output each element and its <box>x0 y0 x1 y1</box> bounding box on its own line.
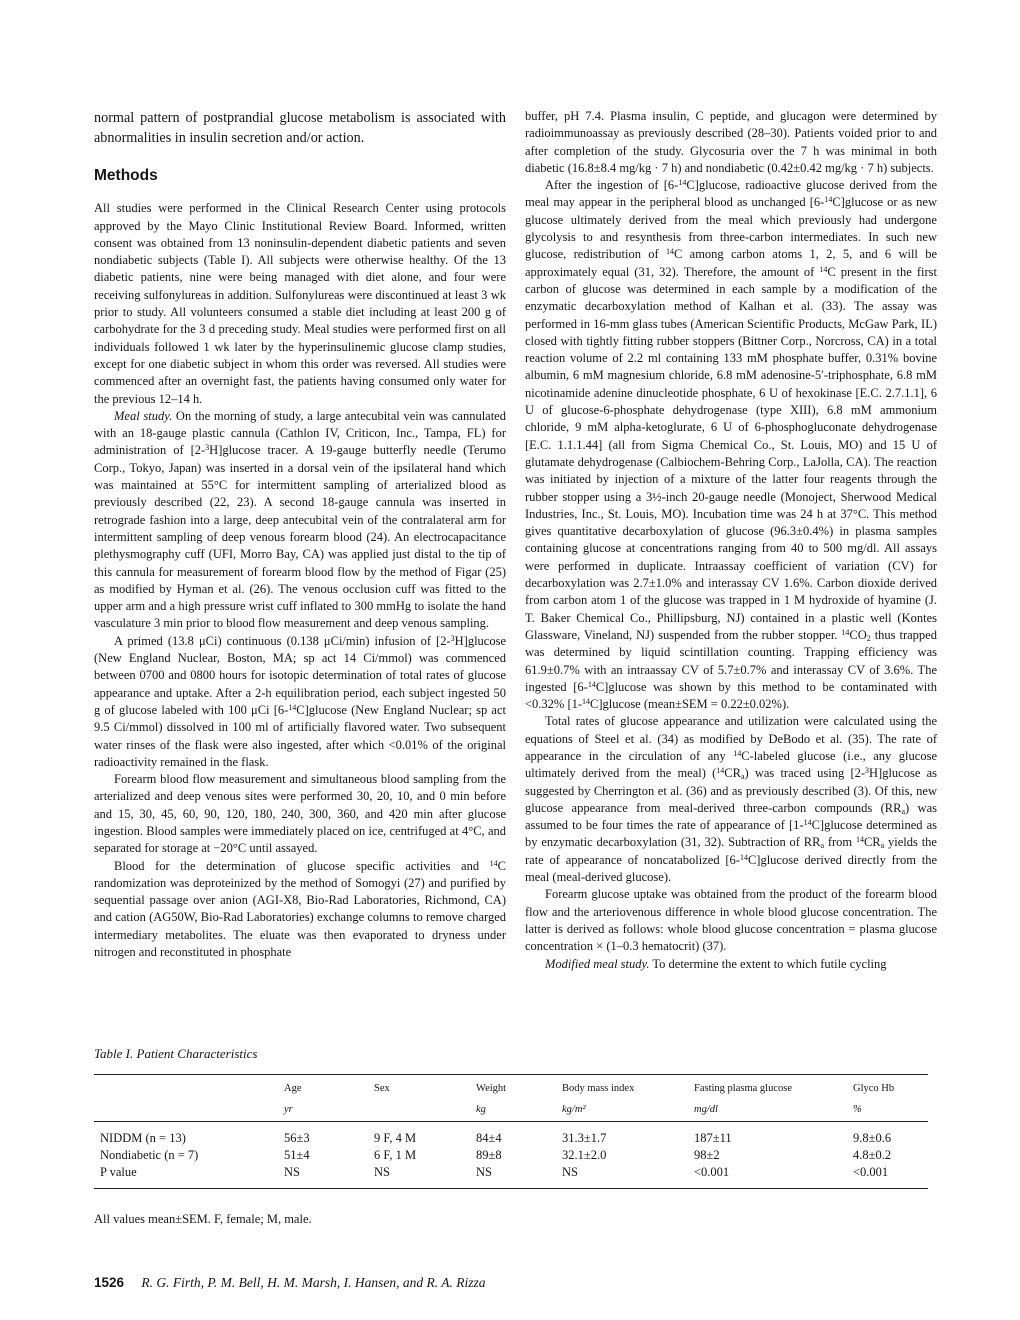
table-unit-cell <box>94 1100 284 1122</box>
table-cell: <0.001 <box>853 1165 889 1179</box>
table-cell: NIDDM (n = 13) <box>100 1131 186 1145</box>
page-number: 1526 <box>94 1275 125 1290</box>
table-header-cell: Age <box>284 1083 302 1094</box>
intro-paragraph: normal pattern of postprandial glucose metabolism is associated with abnormalities in insulin secretion and/or action. <box>94 110 506 146</box>
table-units-row <box>94 1100 928 1122</box>
paragraph: Blood for the determination of glucose specific activities and $^{14}$C randomization was deproteinized by the method of Somogyi (27) and purified by sequential passage over anion (AGI-X8, Bio-Rad Laboratories, Richmond, CA) and cation (AG50W, Bio-Rad Laboratories) exchange columns to remove charged intermediary metabolites. The eluate was then evaporated to dryness under nitrogen and reconstituted in phosphate <box>94 858 506 960</box>
table-caption: Table I. Patient Characteristics <box>94 1046 258 1061</box>
table-cell: NS <box>374 1165 390 1179</box>
table-cell: NS <box>476 1165 492 1179</box>
table-header-cell: Body mass index <box>562 1083 635 1094</box>
table-header-cell: Sex <box>374 1083 390 1094</box>
table-header-cell <box>94 1075 284 1101</box>
paragraph: Modified meal study. To determine the extent to which futile cycling <box>545 956 887 971</box>
table-cell: Nondiabetic (n = 7) <box>100 1148 199 1162</box>
table-row <box>94 1122 928 1148</box>
table-unit-cell: mg/dl <box>694 1100 853 1122</box>
table-cell: 56±3 <box>284 1131 310 1145</box>
table-cell: P value <box>100 1165 137 1179</box>
table-cell: 32.1±2.0 <box>562 1148 607 1162</box>
table-cell: 4.8±0.2 <box>853 1148 892 1162</box>
table-cell: <0.001 <box>694 1165 730 1179</box>
table-header-cell: Weight <box>476 1083 507 1094</box>
paragraph: All studies were performed in the Clinical Research Center using protocols approved by the Mayo Clinic Institutional Review Board. Informed, written consent was obtained from 13 noninsulin-dependent diabetic patients and seven nondiabetic subjects (Table I). All subjects were otherwise healthy. Of the 13 diabetic patients, nine were being managed with diet alone, and four were receiving sulfonylureas in addition. Sulfonylureas were discontinued at least 3 wk prior to study. All volunteers consumed a stable diet including at least 200 g of carbohydrate for the 3 d preceding study. Meal studies were performed first on all individuals followed 1 wk later by the hyperinsulinemic glucose clamp studies, except for one diabetic subject in whom this order was reversed. All studies were commenced after an overnight fast, the patients having consumed only water for the previous 12–14 h. <box>94 201 506 406</box>
patient-characteristics-table <box>94 1074 928 1189</box>
table-unit-cell: % <box>853 1100 928 1122</box>
left-column <box>94 108 506 961</box>
paragraph: Forearm glucose uptake was obtained from the product of the forearm blood flow and the arteriovenous difference in whole blood glucose concentration. The latter is derived as follows: whole blood glucose concentration = plasma glucose concentration × (1–0.3 hematocrit) (37). <box>525 887 937 954</box>
table-unit-cell: yr <box>284 1100 374 1122</box>
table-cell: 9.8±0.6 <box>853 1131 892 1145</box>
section-heading-methods: Methods <box>94 167 158 184</box>
table-cell: 187±11 <box>694 1131 732 1145</box>
table-cell: 89±8 <box>476 1148 502 1162</box>
table-cell: 31.3±1.7 <box>562 1131 607 1145</box>
table-header-cell: Fasting plasma glucose <box>694 1083 792 1094</box>
paragraph: buffer, pH 7.4. Plasma insulin, C peptide, and glucagon were determined by radioimmunoassay as previously described (28–30). Patients voided prior to and after completion of the study. Glycosuria over the 7 h was minimal in both diabetic (16.8±8.4 mg/kg · 7 h) and nondiabetic (0.42±0.42 mg/kg · 7 h) subjects. <box>525 109 937 175</box>
table-row <box>94 1147 928 1164</box>
table-unit-cell: kg/m² <box>562 1100 694 1122</box>
paragraph: Forearm blood flow measurement and simultaneous blood sampling from the arterialized and deep venous sites were performed 30, 20, 10, and 0 min before and 15, 30, 45, 60, 90, 120, 180, 240, 300, 360, and 420 min after glucose ingestion. Blood samples were immediately placed on ice, centrifuged at 4°C, and separated for storage at −20°C until assayed. <box>94 772 506 856</box>
table-cell: 6 F, 1 M <box>374 1148 417 1162</box>
table-unit-cell <box>374 1100 476 1122</box>
run-in-title: Meal study. <box>114 408 173 423</box>
table-cell: NS <box>284 1165 300 1179</box>
running-authors: R. G. Firth, P. M. Bell, H. M. Marsh, I. Hansen, and R. A. Rizza <box>141 1275 486 1290</box>
paragraph: A primed (13.8 μCi) continuous (0.138 μCi/min) infusion of [2-$^3$H]glucose (New England Nuclear, Boston, MA; sp act 14 Ci/mmol) was commenced between 0700 and 0800 hours for isotopic determination of total rates of glucose appearance and uptake. After a 2-h equilibration period, each subject ingested 50 g of glucose labeled with 100 μCi [6-$^{14}$C]glucose (New England Nuclear; sp act 9.5 Ci/mmol) dissolved in 100 ml of artificially flavored water. Two subsequent water rinses of the flask were also ingested, after which <0.01% of the original radioactivity remained in the flask. <box>94 633 506 769</box>
run-in-title: Modified meal study. <box>545 956 650 971</box>
right-column <box>525 108 937 973</box>
table-cell: 51±4 <box>284 1148 310 1162</box>
table-cell: NS <box>562 1165 578 1179</box>
table-header-row <box>94 1075 928 1101</box>
page-footer <box>94 1275 486 1291</box>
table-row <box>94 1164 928 1189</box>
table-cell: 84±4 <box>476 1131 502 1145</box>
table-header-cell: Glyco Hb <box>853 1083 895 1094</box>
paragraph: Meal study. On the morning of study, a large antecubital vein was cannulated with an 18-gauge plastic cannula (Cathlon IV, Criticon, Inc., Tampa, FL) for administration of [2-$^3$H]glucose tracer. A 19-gauge butterfly needle (Terumo Corp., Tokyo, Japan) was inserted in a dorsal vein of the ipsilateral hand which was maintained at 55°C for intermittent sampling of arterialized blood as previously described (22, 23). A second 18-gauge cannula was inserted in retrograde fashion into a large, deep antecubital vein of the contralateral arm for intermittent sampling of deep venous forearm blood (24). An electrocapacitance plethysmography cuff (UFI, Morro Bay, CA) was applied just distal to the tip of this cannula for measurement of forearm blood flow by the method of Figar (25) as modified by Hyman et al. (26). The venous occlusion cuff was fitted to the upper arm and a high pressure wrist cuff inflated to 300 mmHg to isolate the hand vasculature 3 min prior to blood flow measurement and deep venous sampling. <box>94 408 506 631</box>
table-footnote: All values mean±SEM. F, female; M, male. <box>94 1212 312 1226</box>
table-unit-cell: kg <box>476 1100 562 1122</box>
table-cell: 9 F, 4 M <box>374 1131 417 1145</box>
paragraph: Total rates of glucose appearance and utilization were calculated using the equations of Steel et al. (34) as modified by DeBodo et al. (35). The rate of appearance in the circulation of any $^{14}$C-labeled glucose (i.e., any glucose ultimately derived from the meal) $(^{14}CR_a)$ was traced using [2-$^3$H]glucose as suggested by Cherrington et al. (36) and as previously described (3). Of this, new glucose appearance from meal-derived three-carbon compounds $(RR_a)$ was assumed to be four times the rate of appearance of [1-$^{14}$C]glucose determined as by enzymatic decarboxylation (31, 32). Subtraction of $RR_a$ from $^{14}CR_a$ yields the rate of appearance of noncatabolized [6-$^{14}$C]glucose derived directly from the meal (meal-derived glucose). <box>525 714 938 885</box>
table-cell: 98±2 <box>694 1148 720 1162</box>
paragraph: After the ingestion of [6-$^{14}$C]glucose, radioactive glucose derived from the meal may appear in the peripheral blood as unchanged [6-$^{14}$C]glucose or as new glucose ultimately derived from the meal which previously had undergone glycolysis to and resynthesis from three-carbon intermediates. In such new glucose, redistribution of $^{14}$C among carbon atoms 1, 2, 5, and 6 will be approximately equal (31, 32). Therefore, the amount of $^{14}$C present in the first carbon of glucose was determined in each sample by a modification of the enzymatic decarboxylation method of Kalhan et al. (33). The assay was performed in 16-mm glass tubes (American Scientific Products, McGaw Park, IL) closed with tightly fitting rubber stoppers (Bittner Corp., Norcross, CA) in a total reaction volume of 2.2 ml containing 133 mM phosphate buffer, 0.31% bovine albumin, 6 mM magnesium chloride, 6.8 mM adenosine-5′-triphosphate, 6.8 mM nicotinamide adenine dinucleotide phosphate, 6 U of hexokinase [E.C. 2.7.1.1], 6 U of glucose-6-phosphate dehydrogenase (type XIII), 6.8 mM ammonium chloride, 9 mM alpha-ketoglurate, 6 U of 6-phosphogluconate dehydrogenase [E.C. 1.1.1.44] (all from Sigma Chemical Co., St. Louis, MO) and 15 U of glutamate dehydrogenase (Calbiochem-Behring Corp., LaJolla, CA). The reaction was initiated by injection of a mixture of the latter four reagents through the rubber stopper using a 3½-inch 20-gauge needle (Monoject, Sherwood Medical Industries, Inc., St. Louis, MO). Incubation time was 24 h at 37°C. This method gives quantitative decarboxylation of glucose (96.3±0.4%) in plasma samples containing glucose at concentrations ranging from 40 to 500 mg/dl. All assays were performed in duplicate. Intraassay coefficient of variation (CV) for decarboxylation was 2.7±1.0% and interassay CV 1.6%. Carbon dioxide derived from carbon atom 1 of the glucose was trapped in 1 M hydroxide of hyamine (J. T. Baker Chemical Co., Phillipsburg, NJ) contained in a plastic well (Kontes Glassware, Vineland, NJ) suspended from the rubber stopper. $^{14}CO_2$ thus trapped was determined by liquid scintillation counting. Trapping efficiency was 61.9±0.7% with an intraassay CV of 5.7±0.7% and interassay CV of 3.6%. The ingested [6-$^{14}$C]glucose was shown by this method to be contaminated with <0.32% [1-$^{14}$C]glucose (mean±SEM = 0.22±0.02%). <box>525 178 937 712</box>
